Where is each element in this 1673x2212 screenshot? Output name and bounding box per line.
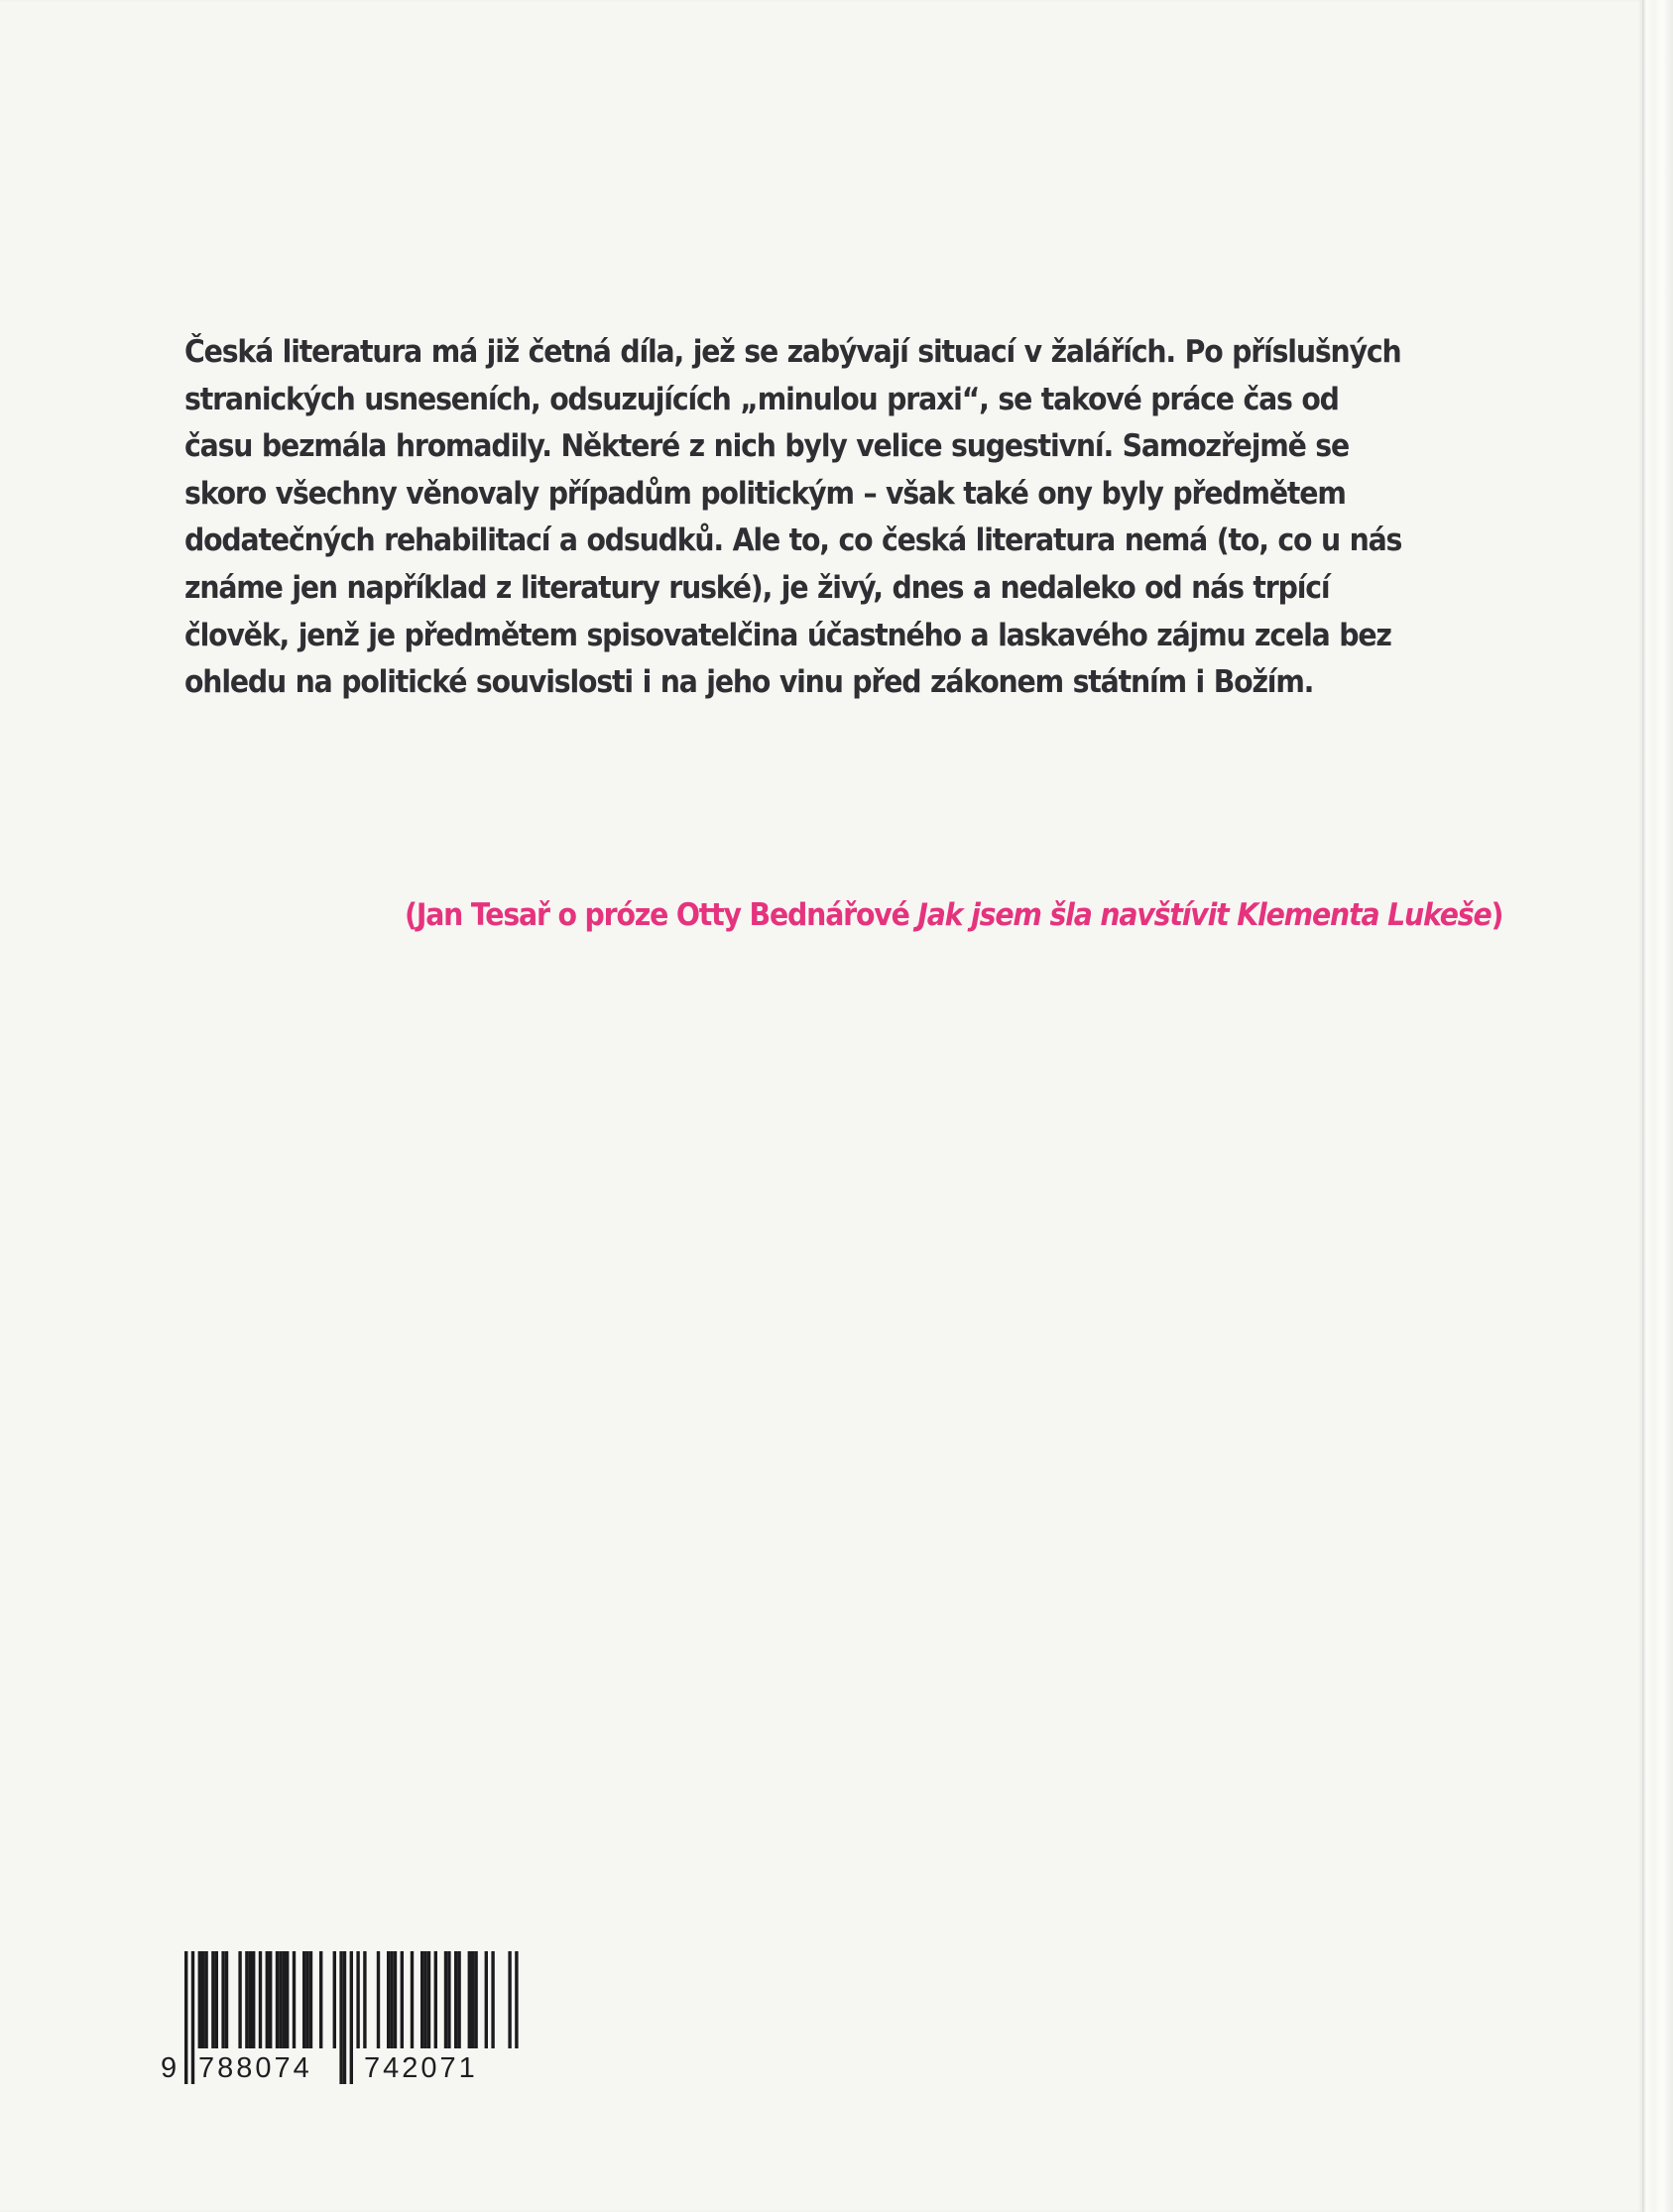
barcode-bar: [245, 1951, 248, 2048]
attribution-open-paren: (: [404, 897, 417, 933]
attribution-close-paren: ): [1491, 897, 1502, 933]
barcode-bar: [252, 1951, 255, 2048]
barcode-bar: [423, 1951, 426, 2048]
barcode-bar: [434, 1951, 437, 2048]
barcode-bar: [454, 1951, 457, 2048]
barcode-bar: [286, 1951, 289, 2048]
barcode-bar: [471, 1951, 474, 2048]
page-edge: [1642, 0, 1673, 2212]
barcode-bar: [515, 1951, 518, 2048]
attribution-prefix: Jan Tesař o próze Otty Bednářové: [416, 897, 918, 933]
barcode-bar: [468, 1951, 471, 2048]
barcode-bar: [204, 1951, 207, 2048]
barcode-bar: [343, 1951, 346, 2084]
barcode-bar: [350, 1951, 353, 2084]
isbn-first-digit: 9: [161, 2052, 180, 2084]
barcode-bar: [269, 1951, 272, 2048]
barcode-bar: [457, 1951, 460, 2048]
barcode-bar: [363, 1951, 366, 2048]
blurb-paragraph: Česká literatura má již četná díla, jež se zabývají situací v žalářích. Po příslušných stranických usneseních, odsuzujících „minulou praxi“, se takové práce čas od času bezmála hromadily. Některé z nich byly velice sugestivní. Samozřejmě se skoro všechny věnovaly případům politickým – však také ony byly předmětem dodatečných rehabilitací a odsudků. Ale to, co česká literatura nemá (to, co u nás známe jen například z literatury ruské), je živý, dnes a nedaleko od nás trpící člověk, jenž je předmětem spisovatelčina účastného a laskavého zájmu zcela bez ohledu na politické souvislosti i na jeho vinu před zákonem státním i Božím.: [184, 334, 1402, 701]
barcode-bar: [221, 1951, 224, 2048]
barcode-bar: [508, 1951, 511, 2048]
barcode-bar: [319, 1951, 322, 2048]
barcode-bar: [249, 1951, 252, 2048]
barcode-bar: [356, 1951, 359, 2048]
barcode-bar: [238, 1951, 241, 2048]
isbn-barcode: [161, 1947, 538, 2096]
barcode-bar: [447, 1951, 450, 2048]
barcode-bar: [491, 1951, 494, 2048]
barcode-bar: [339, 1951, 342, 2084]
barcode-bar: [279, 1951, 282, 2048]
barcode-bar: [215, 1951, 218, 2048]
barcode-bar: [293, 1951, 296, 2048]
barcode-bar: [387, 1951, 390, 2048]
barcode-bar: [211, 1951, 214, 2048]
attribution-book-title: Jak jsem šla navštívit Klementa Lukeše: [917, 897, 1492, 933]
barcode-bar: [309, 1951, 312, 2048]
barcode-bar: [333, 1951, 336, 2048]
barcode-bar: [201, 1951, 204, 2048]
barcode-bar: [401, 1951, 404, 2048]
barcode-bar: [283, 1951, 286, 2048]
barcode-bar: [259, 1951, 262, 2048]
barcode-bar: [394, 1951, 397, 2048]
barcode-bar: [191, 1951, 194, 2084]
isbn-left-digits: 788074: [198, 2052, 312, 2084]
barcode-bar: [184, 1951, 187, 2084]
barcode-bar: [485, 1951, 488, 2048]
barcode-bar: [444, 1951, 447, 2048]
barcode-bar: [198, 1951, 201, 2048]
barcode-bar: [305, 1951, 308, 2048]
barcode-bar: [302, 1951, 305, 2048]
barcode-bar: [276, 1951, 279, 2048]
barcode-bar: [390, 1951, 393, 2048]
isbn-right-digits: 742071: [364, 2052, 478, 2084]
barcode-bar: [420, 1951, 423, 2048]
barcode-bar: [377, 1951, 380, 2048]
barcode-bar: [427, 1951, 430, 2048]
barcode-bar: [411, 1951, 414, 2048]
barcode-bar: [225, 1951, 228, 2048]
barcode-bar: [474, 1951, 477, 2048]
barcode-bar: [266, 1951, 269, 2048]
blurb-attribution: [405, 895, 1502, 935]
